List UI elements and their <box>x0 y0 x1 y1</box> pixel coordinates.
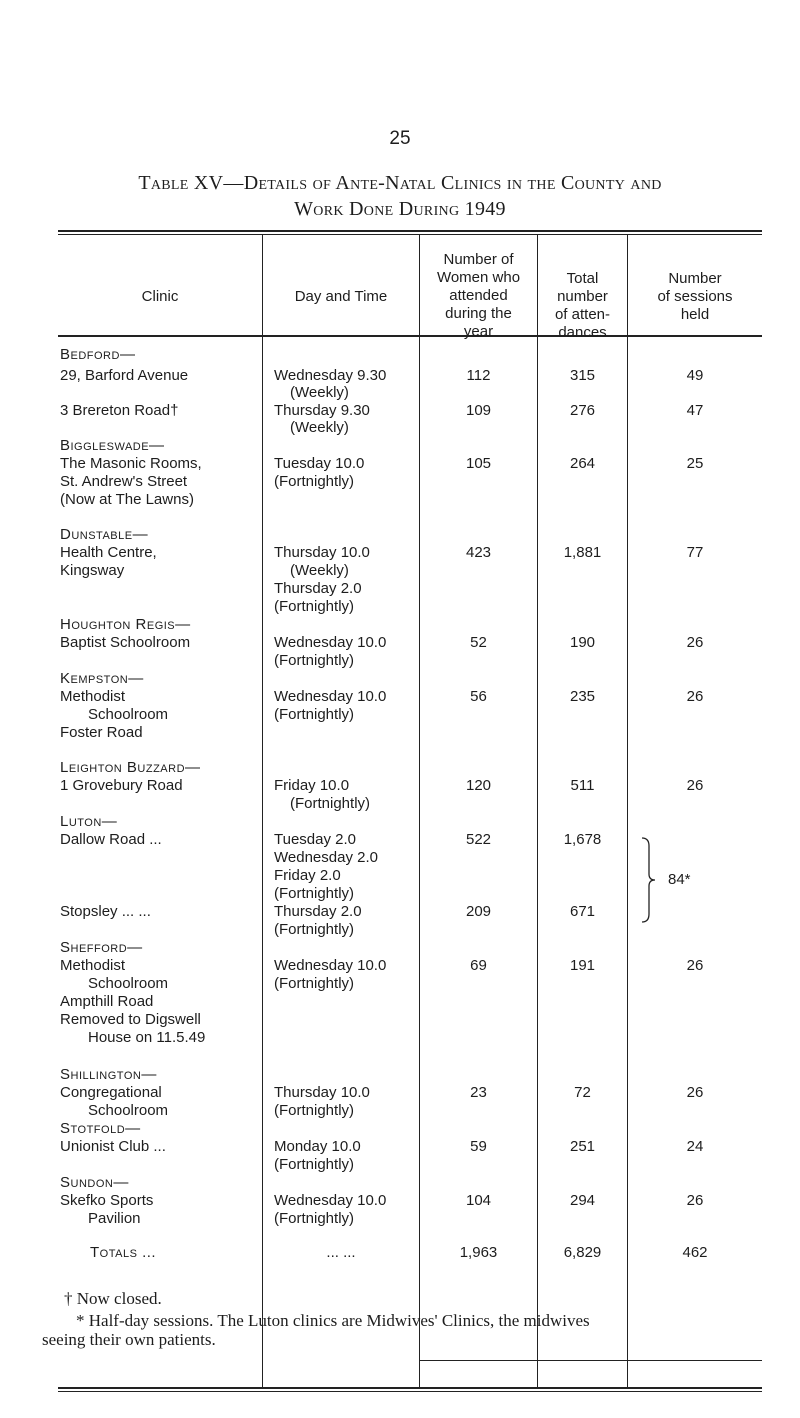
clinic-name: Dallow Road ... <box>60 831 162 848</box>
day-time: Wednesday 2.0 <box>274 849 378 866</box>
session-count: 47 <box>686 402 704 419</box>
day-time: Wednesday 10.0 <box>274 1192 387 1209</box>
women-count: 522 <box>465 831 492 848</box>
clinic-name: Schoolroom <box>88 706 169 723</box>
attendance-count: 264 <box>569 455 596 472</box>
group-heading: Biggleswade— <box>60 437 165 454</box>
day-frequency: (Weekly) <box>290 562 349 579</box>
women-count: 105 <box>465 455 492 472</box>
session-count: 77 <box>686 544 704 561</box>
session-count: 26 <box>686 1084 704 1101</box>
attendance-count: 276 <box>569 402 596 419</box>
day-frequency: (Fortnightly) <box>274 975 355 992</box>
attendance-count: 671 <box>569 903 596 920</box>
session-count: 25 <box>686 455 704 472</box>
clinic-name: Schoolroom <box>88 1102 169 1119</box>
women-count: 56 <box>470 688 487 705</box>
group-heading: Leighton Buzzard— <box>60 759 201 776</box>
table-bottom-rule <box>58 1387 762 1389</box>
day-frequency: (Fortnightly) <box>274 598 355 615</box>
clinic-name: Foster Road <box>60 724 143 741</box>
day-frequency: (Fortnightly) <box>274 1156 355 1173</box>
day-time: Wednesday 10.0 <box>274 957 387 974</box>
women-count: 423 <box>465 544 492 561</box>
attendance-count: 251 <box>569 1138 596 1155</box>
group-heading: Sundon— <box>60 1174 129 1191</box>
women-count: 69 <box>470 957 487 974</box>
footnote-dagger: † Now closed. <box>64 1289 162 1308</box>
clinic-name: House on 11.5.49 <box>88 1029 206 1046</box>
attendance-count: 294 <box>569 1192 596 1209</box>
day-time: Thursday 10.0 <box>274 1084 370 1101</box>
attendance-count: 511 <box>570 777 595 794</box>
total-women: 1,963 <box>459 1244 498 1261</box>
women-count: 112 <box>466 367 491 384</box>
day-time: Tuesday 2.0 <box>274 831 356 848</box>
day-frequency: (Fortnightly) <box>274 1210 355 1227</box>
day-time: Tuesday 10.0 <box>274 455 365 472</box>
day-frequency: (Fortnightly) <box>274 1102 355 1119</box>
day-time: Thursday 9.30 <box>274 402 370 419</box>
attendance-count: 235 <box>569 688 596 705</box>
session-count: 26 <box>686 1192 704 1209</box>
day-frequency: (Fortnightly) <box>274 885 355 902</box>
attendance-count: 190 <box>569 634 596 651</box>
clinic-name: 3 Brereton Road† <box>60 402 179 419</box>
session-count: 26 <box>686 957 704 974</box>
clinic-name: 29, Barford Avenue <box>60 367 189 384</box>
clinic-name: Removed to Digswell <box>60 1011 201 1028</box>
clinic-name: Congregational <box>60 1084 162 1101</box>
day-frequency: (Weekly) <box>290 384 349 401</box>
clinic-name: Baptist Schoolroom <box>60 634 191 651</box>
group-heading: Shillington— <box>60 1066 157 1083</box>
clinic-name: Skefko Sports <box>60 1192 154 1209</box>
day-time: Wednesday 9.30 <box>274 367 387 384</box>
luton-session-count: 84* <box>668 871 691 888</box>
clinic-name: Pavilion <box>88 1210 141 1227</box>
title-line-2: Work Done During 1949 <box>294 198 506 220</box>
day-time: Friday 2.0 <box>274 867 341 884</box>
header-rule <box>58 335 762 337</box>
women-count: 104 <box>465 1192 492 1209</box>
title-line-1: Table XV—Details of Ante-Natal Clinics in the County and <box>138 172 662 194</box>
totals-day-placeholder: ... ... <box>326 1244 356 1261</box>
clinic-name: (Now at The Lawns) <box>60 491 194 508</box>
day-frequency: (Weekly) <box>290 419 349 436</box>
table-bottom-rule-2 <box>58 1391 762 1392</box>
clinic-name: Schoolroom <box>88 975 169 992</box>
day-frequency: (Fortnightly) <box>274 706 355 723</box>
group-heading: Shefford— <box>60 939 143 956</box>
totals-label: Totals ... <box>90 1244 157 1261</box>
women-count: 59 <box>470 1138 487 1155</box>
group-heading: Dunstable— <box>60 526 149 543</box>
day-frequency: (Fortnightly) <box>274 921 355 938</box>
session-count: 26 <box>686 777 704 794</box>
session-count: 26 <box>686 688 704 705</box>
women-count: 23 <box>470 1084 487 1101</box>
group-heading: Houghton Regis— <box>60 616 191 633</box>
clinic-name: Methodist <box>60 688 126 705</box>
header-clinic: Clinic <box>141 288 179 305</box>
day-time: Friday 10.0 <box>274 777 350 794</box>
clinic-name: Methodist <box>60 957 126 974</box>
group-heading: Luton— <box>60 813 118 830</box>
header-sessions-held: Number of sessions held <box>657 270 733 323</box>
day-time: Thursday 10.0 <box>274 544 370 561</box>
attendance-count: 1,881 <box>563 544 602 561</box>
header-day-and-time: Day and Time <box>294 288 388 305</box>
day-frequency: (Fortnightly) <box>274 652 355 669</box>
day-time: Thursday 2.0 <box>274 903 362 920</box>
clinic-name: Kingsway <box>60 562 125 579</box>
table-title <box>0 170 800 222</box>
total-attendances: 6,829 <box>563 1244 602 1261</box>
day-time: Wednesday 10.0 <box>274 634 387 651</box>
session-count: 26 <box>686 634 704 651</box>
table-top-rule <box>58 230 762 232</box>
table-top-rule-2 <box>58 234 762 235</box>
attendance-count: 315 <box>569 367 596 384</box>
day-frequency: (Fortnightly) <box>290 795 371 812</box>
session-count: 49 <box>686 367 704 384</box>
clinic-name: Ampthill Road <box>60 993 154 1010</box>
clinic-name: Health Centre, <box>60 544 157 561</box>
header-women-attended: Number of Women who attended during the year <box>436 251 521 340</box>
group-heading: Bedford— <box>60 346 136 363</box>
women-count: 109 <box>465 402 492 419</box>
attendance-count: 191 <box>569 957 596 974</box>
day-frequency: (Fortnightly) <box>274 473 355 490</box>
page-number: 25 <box>389 128 411 149</box>
attendance-count: 1,678 <box>563 831 602 848</box>
header-total-attendances: Total number of atten- dances <box>554 270 611 341</box>
clinic-name: Unionist Club ... <box>60 1138 166 1155</box>
day-time: Thursday 2.0 <box>274 580 362 597</box>
total-sessions: 462 <box>682 1244 708 1261</box>
session-count: 24 <box>686 1138 704 1155</box>
group-heading: Stotfold— <box>60 1120 141 1137</box>
women-count: 120 <box>465 777 492 794</box>
footnote-asterisk-continued: seeing their own patients. <box>42 1330 216 1349</box>
attendance-count: 72 <box>574 1084 591 1101</box>
group-heading: Kempston— <box>60 670 144 687</box>
clinic-name: The Masonic Rooms, <box>60 455 202 472</box>
women-count: 209 <box>465 903 492 920</box>
clinic-name: Stopsley ... ... <box>60 903 151 920</box>
clinic-name: 1 Grovebury Road <box>60 777 183 794</box>
clinic-name: St. Andrew's Street <box>60 473 188 490</box>
col-divider-1 <box>262 234 263 1387</box>
right-brace-icon <box>640 836 656 924</box>
footnote-asterisk: * Half-day sessions. The Luton clinics are Midwives' Clinics, the midwives <box>76 1311 590 1330</box>
women-count: 52 <box>470 634 487 651</box>
day-time: Wednesday 10.0 <box>274 688 387 705</box>
day-time: Monday 10.0 <box>274 1138 361 1155</box>
totals-top-rule <box>419 1360 762 1361</box>
